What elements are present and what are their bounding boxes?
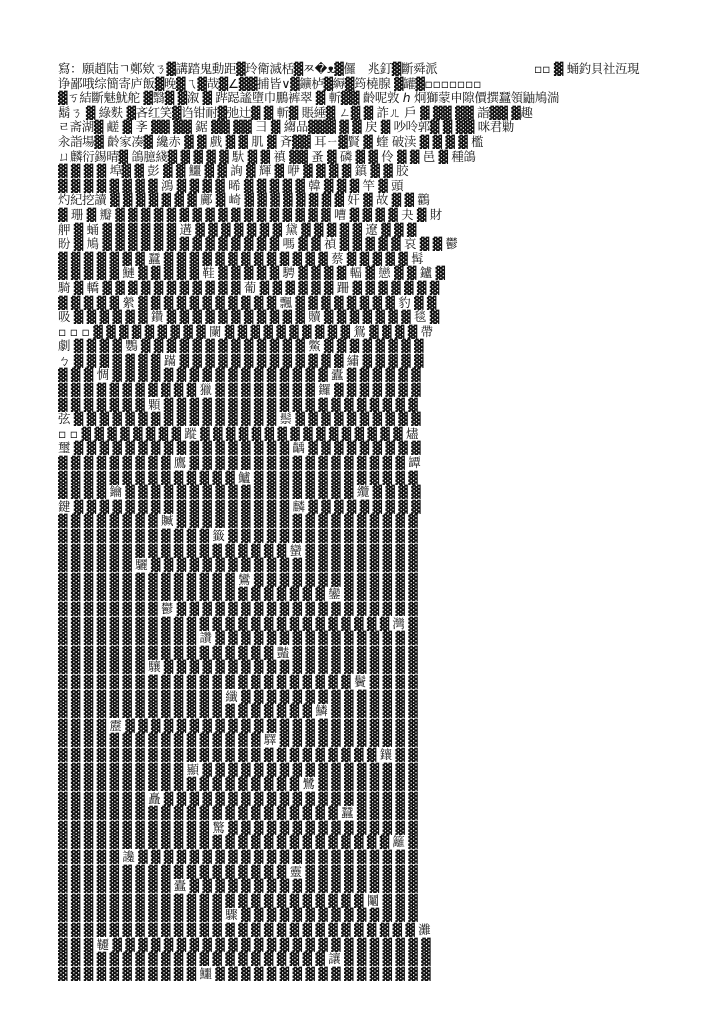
text-line: ㄹ斋湖▓ 鹺 ▓ 斈 ▓▓ ▓▓ 鋸 ▓▓ ▓▓ 彐 ▓ 縐品▓▓▓ ▓ ▓ 戻 ▓ 吵呤郭▓ ▓ ▓▓ 咪君勦 bbox=[58, 119, 514, 135]
text-line: 舺 ▓ 蛹 ▓ ▓ ▓ ▓ ▓ ▓ 遘 ▓ ▓ ▓ ▓ ▓ ▓ ▓ 黛 ▓ ▓ ▓ ▓ ▓ 遼 ▓ ▓ ▓ bbox=[58, 221, 417, 237]
text-line: ▓ ▓ ▓ ▓ ▓ ▓ ▓ ▓ ▓ ▓ ▓ ▓ ▓ ▓ ▓ ▓ ▓ ▓ 靈 ▓ ▓ ▓ ▓ ▓ ▓ ▓ ▓ ▓ bbox=[58, 863, 418, 879]
text-line: 寫：願趙陆ㄱ鄭欸ㄋ▓講踏鬼動距▓玲衛滅栝▓ㅉ�ᴥ▓儸 兆釘▓斷舜派 ▫▫ ▓ 蛹釣貝社沍現 bbox=[58, 61, 640, 76]
text-line: ▓ ▓ ▓ ▓ ▓ ▓ ▓ 驤 ▓ ▓ ▓ ▓ ▓ ▓ ▓ ▓ ▓ ▓ ▓ ▓ ▓ ▓ ▓ ▓ ▓ ▓ ▓ ▓ bbox=[58, 659, 418, 675]
text-line: ▓ ▓ ▓ ▓ ▓ 鰱 ▓ ▓ ▓ ▓ ▓ 鞋 ▓ ▓ ▓ ▓ ▓ 騁 ▓ ▓ ▓ ▓ 輻 ▓ 戀 ▓ ▓ 鑪 ▓ bbox=[58, 265, 445, 281]
body-text bbox=[58, 61, 668, 981]
text-line: ▓ ▓ ▓ ▓ ▓ ▓ ▓ ▓ ▓ ▓ ▓ ▓ ▓ ▓ ▓ ▓ ▓ ▓ ▓ ▓ ▓ ▓ 蠶 ▓ ▓ ▓ ▓ ▓ bbox=[58, 805, 418, 821]
text-line: ㄩ麟衍錫晴▓ 鴿臆綫▓ ▓ ▓ ▓ ▓ 馱 ▓ ▓ 禛 ▓▓ 蚤 ▓ 磷 ▓ ▓ 伶 ▓ ▓ 邑 ▓ 種鴿 bbox=[58, 148, 476, 164]
text-line: ▓ ▓ ▓ ▓ 鑰 ▓ ▓ ▓ ▓ ▓ ▓ ▓ ▓ ▓ ▓ ▓ ▓ ▓ ▓ ▓ ▓ ▓ ▓ 纜 ▓ ▓ ▓ ▓ bbox=[58, 484, 421, 500]
text-line: ▓ㄎ結斷魅魷舵 ▓翳▓ ▓溆 ▓ 跸跽謐墮巾鵬裤翠 ▓ 斬▓▓ 齡呢敦 ℎ 炯獅蒙申隙價撰蠶領鼬鳩湍 bbox=[58, 90, 560, 106]
text-line: ▓ 珊 ▓ 瓣 ▓ ▓ ▓ ▓ ▓ ▓ ▓ ▓ ▓ ▓ ▓ ▓ ▓ ▓ ▓ ▓ ▓ 嘈 ▓ ▓ ▓ ▓ 夬 ▓ 財 bbox=[58, 206, 442, 222]
text-line: ▓ ▓ ▓ ▓ ▓ ▓ 驪 ▓ ▓ ▓ ▓ ▓ ▓ ▓ ▓ ▓ ▓ ▓ ▓ ▓ ▓ ▓ ▓ ▓ ▓ ▓ ▓ ▓ bbox=[58, 557, 418, 573]
text-line: 弦 ▓ ▓ ▓ ▓ ▓ ▓ ▓ ▓ ▓ ▓ ▓ ▓ ▓ ▓ ▓ ▓ 鬃 ▓ ▓ ▓ ▓ ▓ ▓ ▓ ▓ ▓ ▓ bbox=[58, 411, 421, 427]
text-line: 盼 ▓ 鳩 ▓ ▓ ▓ ▓ ▓ ▓ ▓ ▓ ▓ ▓ ▓ ▓ ▓ ▓ 嗎 ▓ ▓ 禎 ▓ ▓ ▓ ▓ ▓ 哀 ▓ ▓ 鬱 bbox=[58, 236, 458, 252]
text-line: ▓ ▓ ▓ ▓ ▓ ▓ ▓ ▓ ▓ ▓ ▓ ▓ ▓ ▓ ▓ ▓ ▓ ▓ ▓ 鷺 ▓ ▓ ▓ ▓ ▓ ▓ ▓ ▓ bbox=[58, 776, 418, 792]
text-line: ▓ ▓ ▓ 惆 ▓ ▓ ▓ ▓ ▓ ▓ ▓ ▓ ▓ ▓ ▓ ▓ ▓ ▓ ▓ ▓ ▓ 蠹 ▓ ▓ ▓ ▓ ▓ ▓ bbox=[58, 367, 421, 383]
text-line: ▓ ▓ ▓ ▓ ▓ ▓ ▓ ▓ ▓ ▓ ▓ ▓ ▓ 驟 ▓ ▓ ▓ ▓ ▓ ▓ ▓ ▓ ▓ ▓ ▓ ▓ ▓ ▓ bbox=[58, 907, 418, 923]
text-line: ▓ ▓ ▓ ▓ ▓ ▓ ▓ ▓ ▓ 鷹 ▓ ▓ ▓ ▓ ▓ ▓ ▓ ▓ ▓ ▓ ▓ ▓ ▓ ▓ ▓ ▓ ▓ 罈 bbox=[58, 455, 421, 471]
text-line: ▓ ▓ ▓ ▓ ▓ ▓ ▓ ▓ ▓ ▓ ▓ ▓ ▓ ▓ ▓ ▓ ▓ ▓ ▓ ▓ ▓ ▓ ▓ 鬢 ▓ ▓ ▓ ▓ bbox=[58, 673, 418, 689]
text-line: 诤鄙哦综簡寄庐飯▓晚▓ㄟ▓哉▓∠▓▓捕皆∨▓鑛栌▓縟▓筠橈腺 ▓罐▓▫▫▫▫▫▫▫ bbox=[58, 75, 482, 91]
text-line: ▓ ▓ ▓ ▓ ▓ ▓ ▓ ▓ ▓ ▓ ▓ ▓ ▓ ▓ ▓ ▓ ▓ ▓ ▓ ▓ ▓ ▓ ▓ ▓ ▓ ▓ 灣 ▓ bbox=[58, 615, 418, 631]
text-line: ㄅ ▓ ▓ ▓ ▓ ▓ ▓ ▓ 蹣 ▓ ▓ ▓ ▓ ▓ ▓ ▓ ▓ ▓ ▓ ▓ ▓ ▓ 繡 ▓ ▓ ▓ ▓ ▓ bbox=[58, 352, 424, 368]
text-line: ▓ ▓ ▓ ▓ 埠▓ ▓ 彭 ▓ ▓ 鱷 ▓ ▓ 詢 ▓ 輝 ▓ 咿 ▓ ▓ ▓ ▓ 鎮 ▓ ▓ 胶 bbox=[58, 163, 409, 179]
text-line: ▓ ▓ ▓ 韆 ▓ ▓ ▓ ▓ ▓ ▓ ▓ ▓ ▓ ▓ ▓ ▓ ▓ ▓ ▓ ▓ ▓ ▓ ▓ ▓ ▓ ▓ ▓ ▓ ▓ bbox=[58, 936, 431, 952]
text-line: ▓ ▓ ▓ ▓ ▓ ▓ ▓ 蠶 ▓ ▓ ▓ ▓ ▓ ▓ ▓ ▓ ▓ ▓ ▓ ▓ ▓ 蔡 ▓ ▓ ▓ ▓ ▓ 髯 bbox=[58, 250, 424, 266]
text-line: ▓ ▓ ▓ ▓ ▓ ▓ ▓ ▓ ▓ ▓ ▓ ▓ ▓ ▓ ▓ ▓ ▓ ▓ ▓ ▓ ▓ ▓ ▓ ▓ ▓ ▓ ▓ ▓ 灘 bbox=[58, 922, 431, 938]
text-line: ▓ ▓ ▓ ▓ ▓ ▓ ▓ ▓ 鴻 ▓ ▓ ▓ ▓ 晞 ▓ ▓ ▓ ▓ ▓ 韓 ▓ ▓ ▓ 竿 ▓ 頭 bbox=[58, 177, 404, 193]
text-line: ▓ ▓ ▓ ▓ ▓ ▓ ▓ ▓ ▓ ▓ ▓ ▓ ▓ ▓ ▓ ▓ ▓ 豔 ▓ ▓ ▓ ▓ ▓ ▓ ▓ ▓ ▓ ▓ bbox=[58, 644, 418, 660]
text-line: ▫ ▫ ▓ ▓ ▓ ▓ ▓ ▓ ▓ ▓ 蹤 ▓ ▓ ▓ ▓ ▓ ▓ ▓ ▓ ▓ ▓ ▓ ▓ ▓ ▓ ▓ ▓ 燼 bbox=[58, 425, 419, 441]
text-line: ▓ ▓ ▓ ▓ ▓ ▓ ▓ 顆 ▓ ▓ ▓ ▓ ▓ ▓ ▓ ▓ ▓ ▓ ▓ ▓ ▓ ▓ ▓ ▓ ▓ ▓ ▓ ▓ bbox=[58, 396, 418, 412]
text-line: ▓ ▓ ▓ ▓ ▓ ▓ ▓ 矗 ▓ ▓ ▓ ▓ ▓ ▓ ▓ ▓ ▓ ▓ ▓ ▓ ▓ ▓ ▓ ▓ ▓ ▓ ▓ ▓ bbox=[58, 790, 418, 806]
text-line: ▓ ▓ ▓ ▓ ▓ ▓ ▓ ▓ ▓ ▓ ▓ 獵 ▓ ▓ ▓ ▓ ▓ ▓ ▓ ▓ 鑼 ▓ ▓ ▓ ▓ ▓ ▓ ▓ bbox=[58, 382, 421, 398]
text-line: ▓ ▓ ▓ ▓ ▓ ▓ ▓ ▓ ▓ ▓ 顯 ▓ ▓ ▓ ▓ ▓ ▓ ▓ ▓ ▓ ▓ ▓ ▓ ▓ ▓ ▓ ▓ ▓ bbox=[58, 761, 418, 777]
text-line: ▓ ▓ ▓ ▓ 靂 ▓ ▓ ▓ ▓ ▓ ▓ ▓ ▓ ▓ ▓ ▓ ▓ ▓ ▓ ▓ ▓ ▓ ▓ ▓ ▓ ▓ ▓ ▓ bbox=[58, 717, 418, 733]
text-line: ▓ ▓ ▓ ▓ ▓ ▓ ▓ ▓ ▓ ▓ ▓ ▓ 籤 ▓ ▓ ▓ ▓ ▓ ▓ ▓ ▓ ▓ ▓ ▓ ▓ ▓ ▓ ▓ bbox=[58, 528, 418, 543]
text-line: ▓ ▓ ▓ ▓ ▓ ▓ ▓ ▓ ▓ 蠹 ▓ ▓ ▓ ▓ ▓ ▓ ▓ ▓ ▓ ▓ ▓ ▓ ▓ ▓ ▓ ▓ ▓ ▓ bbox=[58, 878, 418, 894]
text-line: ▓ ▓ ▓ ▓ ▓ ▓ ▓ ▓ ▓ ▓ ▓ ▓ ▓ ▓ 鱸 ▓ ▓ ▓ ▓ ▓ ▓ ▓ ▓ ▓ ▓ ▓ ▓ ▓ bbox=[58, 469, 418, 485]
text-line: 汆詣場▓ 齡家凑▓ 纔赤 ▓ ▓ 戲 ▓ ▓ 肌 ▓ 斉▓▓ 耳ㄧ▓賢 ▓ 蝰 破渎 ▓ ▓ ▓ ▓ 檻 bbox=[58, 133, 484, 149]
text-line: 吸 ▓ ▓ ▓ ▓ ▓ ▓ 鑽 ▓ ▓ ▓ ▓ ▓ ▓ ▓ ▓ ▓ ▓ ▓ 贖 ▓ ▓ ▓ ▓ ▓ ▓ ▓ 毯 ▓ bbox=[58, 309, 439, 325]
text-line: ▓ ▓ ▓ ▓ ▓ ▓ ▓ ▓ ▓ ▓ ▓ ▓ ▓ ▓ ▓ ▓ ▓ ▓ ▓ ▓ ▓ 讓 ▓ ▓ ▓ ▓ ▓ ▓ ▓ bbox=[58, 951, 431, 967]
text-line: ▓ ▓ ▓ ▓ ▓ ▓ ▓ ▓ 鬱 ▓ ▓ ▓ ▓ ▓ ▓ ▓ ▓ ▓ ▓ ▓ ▓ ▓ ▓ ▓ ▓ ▓ ▓ ▓ bbox=[58, 600, 418, 616]
text-line: ▓ ▓ ▓ ▓ ▓ ▓ ▓ ▓ ▓ ▓ ▓ 讚 ▓ ▓ ▓ ▓ ▓ ▓ ▓ ▓ ▓ ▓ ▓ ▓ ▓ ▓ ▓ ▓ bbox=[58, 630, 418, 646]
text-line: ▓ ▓ ▓ ▓ ▓ ▓ ▓ ▓ ▓ ▓ ▓ ▓ ▓ ▓ ▓ ▓ ▓ ▓ ▓ ▓ 鱗 ▓ ▓ ▓ ▓ ▓ ▓ ▓ bbox=[58, 703, 418, 719]
text-line: ▓ ▓ ▓ ▓ ▓ ▓ ▓ ▓ ▓ ▓ ▓ ▓ ▓ ▓ ▓ ▓ ▓ ▓ ▓ ▓ ▓ 鑾 ▓ ▓ ▓ ▓ ▓ ▓ bbox=[58, 586, 418, 602]
text-line: ▓ ▓ ▓ ▓ ▓ ▓ ▓ ▓ ▓ ▓ ▓ ▓ ▓ ▓ ▓ ▓ ▓ ▓ ▓ ▓ ▓ ▓ ▓ ▓ ▓ 鑲 ▓ ▓ bbox=[58, 746, 418, 762]
text-line: ▓ ▓ ▓ ▓ ▓ ▓ ▓ ▓ ▓ ▓ ▓ ▓ ▓ ▓ ▓ ▓ ▓ ▓ ▓ ▓ ▓ ▓ ▓ ▓ 鬮 ▓ ▓ ▓ bbox=[58, 892, 418, 908]
text-line: ▓ ▓ ▓ ▓ ▓ ▓ ▓ ▓ ▓ ▓ ▓ ▓ ▓ ▓ 鸞 ▓ ▓ ▓ ▓ ▓ ▓ ▓ ▓ ▓ ▓ ▓ ▓ ▓ bbox=[58, 571, 418, 587]
text-line: ▓ ▓ ▓ ▓ ▓ 讒 ▓ ▓ ▓ ▓ ▓ ▓ ▓ ▓ ▓ ▓ ▓ ▓ ▓ ▓ ▓ ▓ ▓ ▓ ▓ ▓ ▓ ▓ bbox=[58, 849, 418, 865]
text-line: ▓ ▓ ▓ ▓ ▓ 縈 ▓ ▓ ▓ ▓ ▓ ▓ ▓ ▓ ▓ ▓ ▓ 飄 ▓ ▓ ▓ ▓ ▓ ▓ ▓ ▓ 豹 ▓ ▓ bbox=[58, 294, 437, 310]
text-line: ▓ ▓ ▓ ▓ ▓ ▓ ▓ ▓ ▓ ▓ ▓ 鱷 ▓ ▓ ▓ ▓ ▓ ▓ ▓ ▓ ▓ ▓ ▓ ▓ ▓ ▓ ▓ ▓ ▓ bbox=[58, 965, 431, 981]
text-line: ▓ ▓ ▓ ▓ ▓ ▓ ▓ ▓ 贓 ▓ ▓ ▓ ▓ ▓ ▓ ▓ ▓ ▓ ▓ ▓ ▓ ▓ ▓ ▓ ▓ ▓ ▓ ▓ bbox=[58, 513, 418, 529]
text-line: 鍵 ▓ ▓ ▓ ▓ ▓ ▓ ▓ ▓ ▓ ▓ ▓ ▓ ▓ ▓ ▓ ▓ ▓ 麟 ▓ ▓ ▓ ▓ ▓ ▓ ▓ ▓ ▓ bbox=[58, 498, 421, 514]
text-line: ▓ ▓ ▓ ▓ ▓ ▓ ▓ ▓ ▓ ▓ ▓ ▓ ▓ ▓ ▓ ▓ ▓ ▓ ▓ ▓ ▓ ▓ ▓ ▓ ▓ ▓ 籬 ▓ bbox=[58, 834, 418, 850]
text-line: 鬍ㄋ ▓ 綠麩 ▓吝红笑▓诌钳耐▓弛辻▓ ▓ 斬▓ 賬綞▓ ㄥ▓ ▓ 詐ㄦ 戶 ▓ ▓▓ ▓▓ 詣▓▓ ▓趣 bbox=[58, 104, 533, 120]
text-line: ▓ ▓ ▓ ▓ ▓ ▓ ▓ ▓ ▓ ▓ ▓ ▓ ▓ ▓ ▓ ▓ ▓ ▓ 蠻 ▓ ▓ ▓ ▓ ▓ ▓ ▓ ▓ ▓ bbox=[58, 542, 418, 558]
text-line: 灼紀挖讀 ▓ ▓ ▓ ▓ ▓ ▓ ▓ 鄺 ▓ 崎 ▓ ▓ ▓ ▓ ▓ ▓ ▓ ▓ 奸 ▓ 故 ▓ ▓ 鸛 bbox=[58, 192, 430, 208]
text-line: 騎 ▓ 轎 ▓ ▓ ▓ ▓ ▓ ▓ ▓ ▓ ▓ ▓ ▓ 葡 ▓ ▓ ▓ ▓ ▓ ▓ 跚 ▓ ▓ ▓ ▓ ▓ ▓ ▓ bbox=[58, 279, 439, 295]
text-line: ▓ ▓ ▓ ▓ ▓ ▓ ▓ ▓ ▓ ▓ ▓ ▓ 驚 ▓ ▓ ▓ ▓ ▓ ▓ ▓ ▓ ▓ ▓ ▓ ▓ ▓ ▓ ▓ bbox=[58, 819, 418, 835]
text-line: ▓ ▓ ▓ ▓ ▓ ▓ ▓ ▓ ▓ ▓ ▓ ▓ ▓ 纖 ▓ ▓ ▓ ▓ ▓ ▓ ▓ ▓ ▓ ▓ ▓ ▓ ▓ ▓ bbox=[58, 688, 418, 704]
text-line: 劇 ▓ ▓ ▓ ▓ 鸚 ▓ ▓ ▓ ▓ ▓ ▓ ▓ ▓ ▓ ▓ ▓ ▓ ▓ 鱉 ▓ ▓ ▓ ▓ ▓ ▓ ▓ ▓ bbox=[58, 338, 424, 354]
text-line: ▫ ▫ ▫ ▓ ▓ ▓ ▓ ▓ ▓ ▓ ▓ ▓ 闌 ▓ ▓ ▓ ▓ ▓ ▓ ▓ ▓ ▓ ▓ 鴛 ▓ ▓ ▓ ▓ 帶 bbox=[58, 323, 433, 339]
text-line: 璽 ▓ ▓ ▓ ▓ ▓ ▓ ▓ ▓ ▓ ▓ ▓ ▓ ▓ ▓ ▓ ▓ ▓ 齲 ▓ ▓ ▓ ▓ ▓ ▓ ▓ ▓ ▓ bbox=[58, 440, 421, 456]
text-line: ▓ ▓ ▓ ▓ ▓ ▓ ▓ ▓ ▓ ▓ ▓ ▓ ▓ ▓ ▓ ▓ 驛 ▓ ▓ ▓ ▓ ▓ ▓ ▓ ▓ ▓ ▓ ▓ bbox=[58, 732, 418, 748]
